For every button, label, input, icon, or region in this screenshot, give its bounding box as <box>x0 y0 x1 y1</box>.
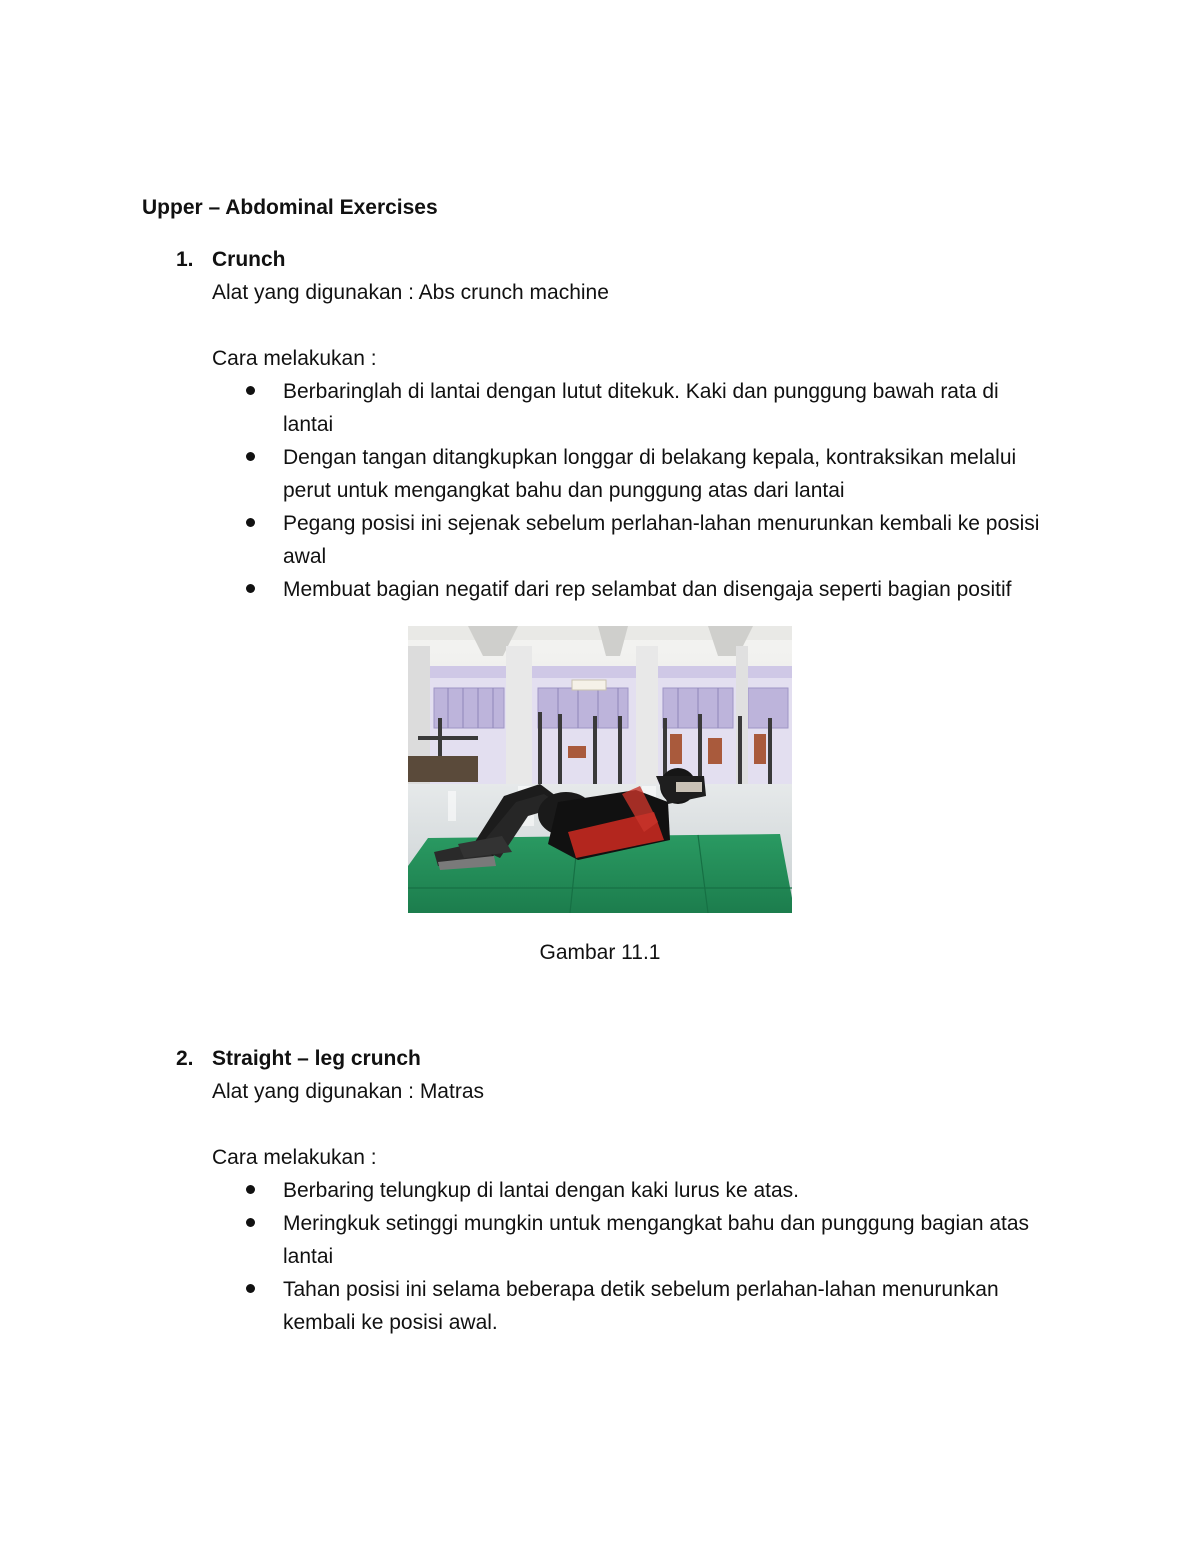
section-heading: Crunch <box>212 248 286 271</box>
method-label: Cara melakukan : <box>212 347 377 370</box>
page-title: Upper – Abdominal Exercises <box>142 196 438 219</box>
figure-caption: Gambar 11.1 <box>539 941 661 964</box>
bullet-icon <box>246 386 255 395</box>
equipment-line: Alat yang digunakan : Abs crunch machine <box>212 281 609 304</box>
bullet-icon <box>246 1185 255 1194</box>
section-heading: Straight – leg crunch <box>212 1047 421 1070</box>
list-item-text: perut untuk mengangkat bahu dan punggung atas dari lantai <box>283 479 845 502</box>
bullet-icon <box>246 518 255 527</box>
list-item-text: awal <box>283 545 327 568</box>
list-item-text: Berbaring telungkup di lantai dengan kaki lurus ke atas. <box>283 1179 799 1202</box>
list-item-text: Meringkuk setinggi mungkin untuk mengangkat bahu dan punggung bagian atas <box>283 1212 1030 1235</box>
list-item-text: Membuat bagian negatif dari rep selambat dan disengaja seperti bagian positif <box>283 578 1012 601</box>
list-item-text: kembali ke posisi awal. <box>283 1311 498 1334</box>
exercise-photo <box>408 626 792 913</box>
section-number: 1. <box>176 248 194 271</box>
bullet-icon <box>246 584 255 593</box>
list-item-text: lantai <box>283 413 334 436</box>
list-item-text: Dengan tangan ditangkupkan longgar di belakang kepala, kontraksikan melalui <box>283 446 1017 469</box>
bullet-icon <box>246 1218 255 1227</box>
bullet-icon <box>246 452 255 461</box>
equipment-line: Alat yang digunakan : Matras <box>212 1080 484 1103</box>
list-item-text: lantai <box>283 1245 334 1268</box>
section-number: 2. <box>176 1047 194 1070</box>
method-label: Cara melakukan : <box>212 1146 377 1169</box>
list-item-text: Berbaringlah di lantai dengan lutut ditekuk. Kaki dan punggung bawah rata di <box>283 380 999 403</box>
list-item-text: Tahan posisi ini selama beberapa detik sebelum perlahan-lahan menurunkan <box>283 1278 999 1301</box>
bullet-icon <box>246 1284 255 1293</box>
list-item-text: Pegang posisi ini sejenak sebelum perlahan-lahan menurunkan kembali ke posisi <box>283 512 1040 535</box>
